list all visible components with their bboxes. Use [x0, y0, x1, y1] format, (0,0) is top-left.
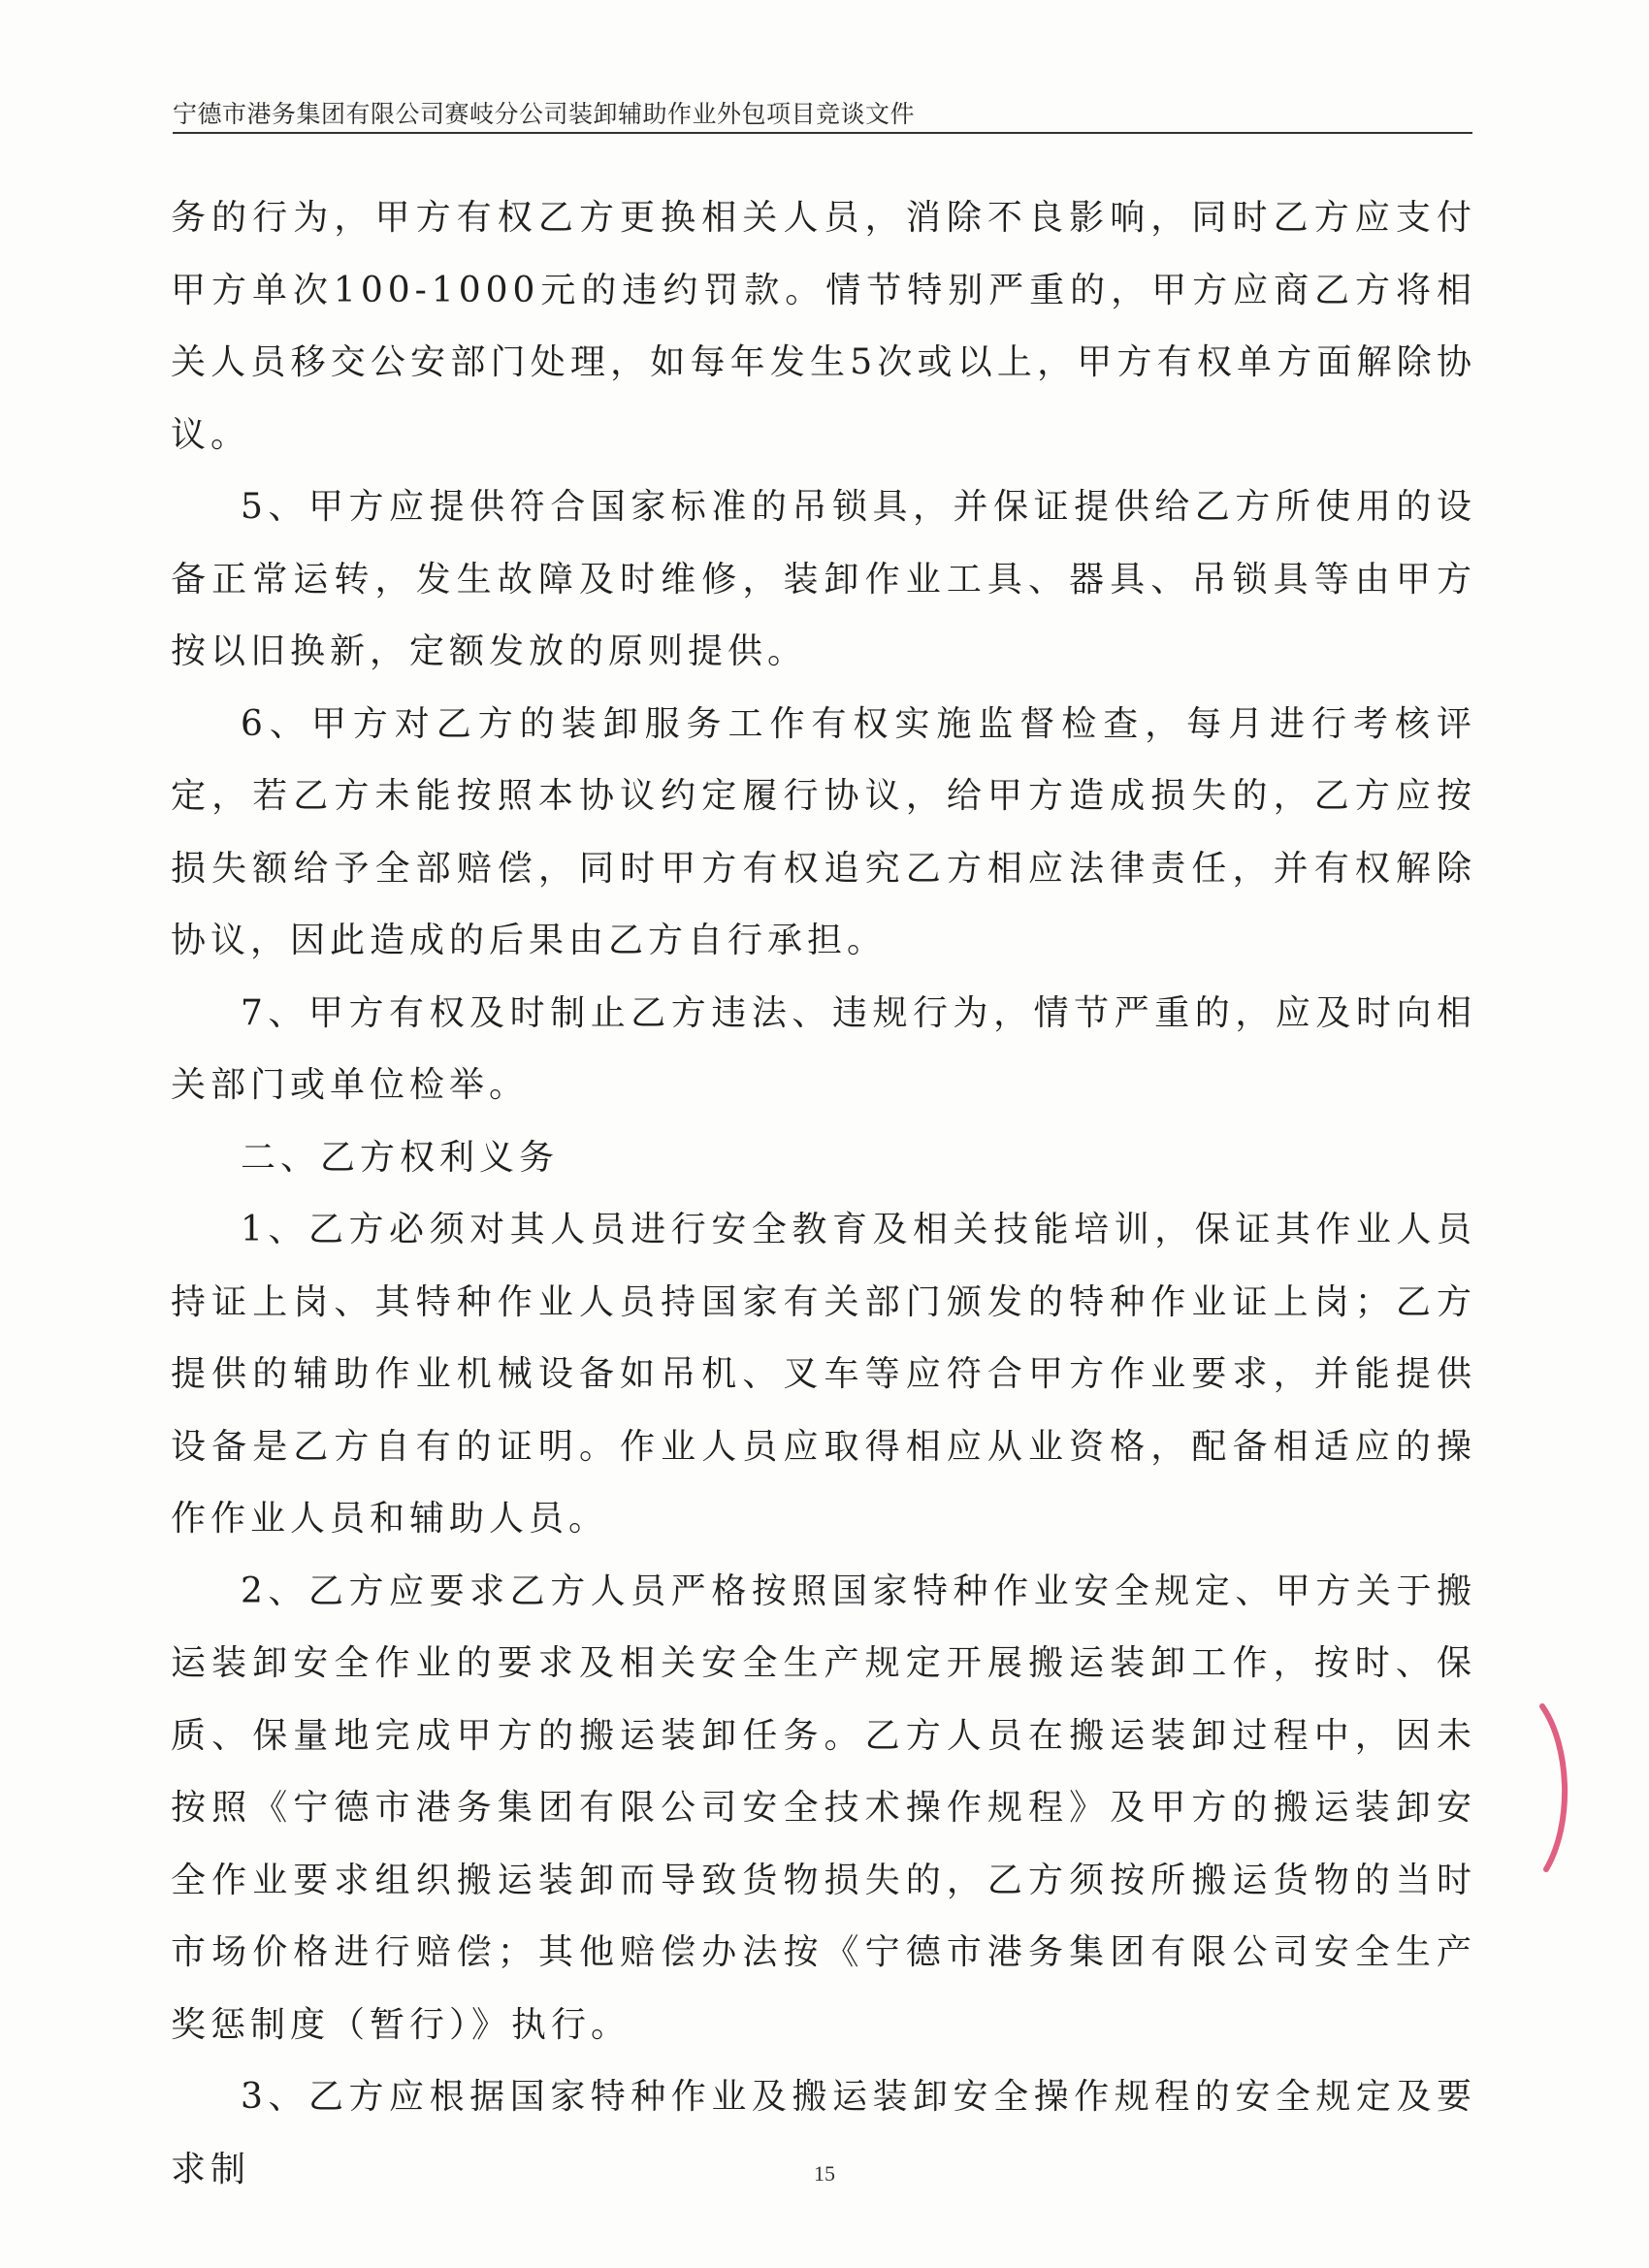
running-header: 宁德市港务集团有限公司赛岐分公司装卸辅助作业外包项目竞谈文件 — [173, 100, 916, 128]
paragraph-b-clause-2: 2、乙方应要求乙方人员严格按照国家特种作业安全规定、甲方关于搬运装卸安全作业的要求及相关安全生产规定开展搬运装卸工作，按时、保质、保量地完成甲方的搬运装卸任务。乙方人员在搬运装卸过程中，因未按照《宁德市港务集团有限公司安全技术操作规程》及甲方的搬运装卸安全作业要求组织搬运装卸而导致货物损失的，乙方须按所搬运货物的当时市场价格进行赔偿；其他赔偿办法按《宁德市港务集团有限公司安全生产奖惩制度（暂行）》执行。 — [171, 1571, 1476, 2045]
paragraph-clause-7: 7、甲方有权及时制止乙方违法、违规行为，情节严重的，应及时向相关部门或单位检举。 — [171, 992, 1476, 1105]
paragraph-b-clause-1: 1、乙方必须对其人员进行安全教育及相关技能培训，保证其作业人员持证上岗、其特种作业人员持国家有关部门颁发的特种作业证上岗；乙方提供的辅助作业机械设备如吊机、叉车等应符合甲方作业要求，并能提供设备是乙方自有的证明。作业人员应取得相应从业资格，配备相适应的操作作业人员和辅助人员。 — [171, 1210, 1476, 1539]
header-rule — [173, 132, 1472, 134]
section-heading-party-b: 二、乙方权利义务 — [241, 1137, 560, 1178]
paragraph-continuation: 务的行为，甲方有权乙方更换相关人员，消除不良影响，同时乙方应支付甲方单次100-1000元的违约罚款。情节特别严重的，甲方应商乙方将相关人员移交公安部门处理，如每年发生5次或以上，甲方有权单方面解除协议。 — [171, 198, 1476, 455]
page-number: 15 — [814, 2161, 835, 2186]
stamp-fragment — [1529, 1702, 1587, 1873]
paragraph-b-clause-3: 3、乙方应根据国家特种作业及搬运装卸安全操作规程的安全规定及要求制 — [171, 2077, 1476, 2189]
paragraph-clause-5: 5、甲方应提供符合国家标准的吊锁具，并保证提供给乙方所使用的设备正常运转，发生故障及时维修，装卸作业工具、器具、吊锁具等由甲方按以旧换新，定额发放的原则提供。 — [171, 487, 1476, 671]
paragraph-clause-6: 6、甲方对乙方的装卸服务工作有权实施监督检查，每月进行考核评定，若乙方未能按照本协议约定履行协议，给甲方造成损失的，乙方应按损失额给予全部赔偿，同时甲方有权追究乙方相应法律责任，并有权解除协议，因此造成的后果由乙方自行承担。 — [171, 703, 1476, 960]
stamp-arc — [1542, 1706, 1565, 1869]
body-text — [171, 182, 1476, 2206]
